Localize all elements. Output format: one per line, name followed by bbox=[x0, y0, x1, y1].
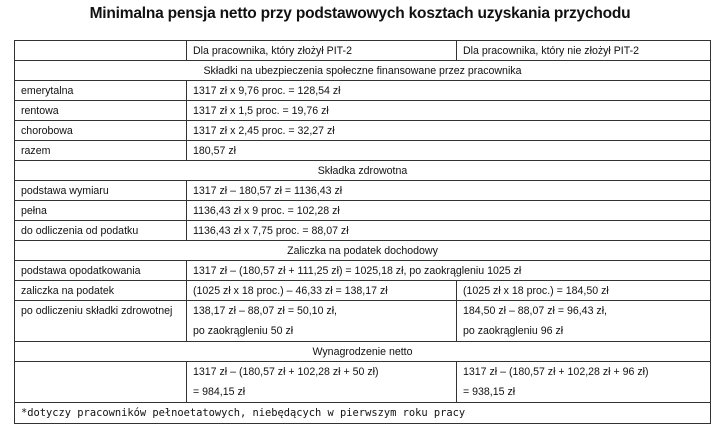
row-value: 1317 zł x 9,76 proc. = 128,54 zł bbox=[187, 81, 711, 101]
value-line: 1317 zł – (180,57 zł + 102,28 zł + 96 zł) bbox=[463, 366, 649, 378]
row-label: do odliczenia od podatku bbox=[15, 221, 187, 241]
section-tax: Zaliczka na podatek dochodowy bbox=[15, 241, 711, 261]
section-row bbox=[15, 241, 711, 261]
value-line: = 938,15 zł bbox=[463, 386, 516, 398]
section-row bbox=[15, 342, 711, 362]
header-no-pit2: Dla pracownika, który nie złożył PIT-2 bbox=[457, 41, 711, 61]
section-health: Składka zdrowotna bbox=[15, 161, 711, 181]
value-pit2 bbox=[187, 301, 457, 342]
row-value: 1317 zł – (180,57 zł + 111,25 zł) = 1025,18 zł, po zaokrągleniu 1025 zł bbox=[187, 261, 711, 281]
table-row bbox=[15, 281, 711, 301]
value-line: = 984,15 zł bbox=[193, 386, 246, 398]
section-row bbox=[15, 161, 711, 181]
page-title: Minimalna pensja netto przy podstawowych kosztach uzyskania przychodu bbox=[89, 5, 631, 22]
value-line: po zaokrągleniu 96 zł bbox=[463, 325, 564, 337]
table-row bbox=[15, 362, 711, 403]
table-row bbox=[15, 261, 711, 281]
value-line: 1317 zł – (180,57 zł + 102,28 zł + 50 zł) bbox=[193, 366, 379, 378]
header-row bbox=[15, 41, 711, 61]
row-label: podstawa wymiaru bbox=[15, 181, 187, 201]
value-pit2: (1025 zł x 18 proc.) – 46,33 zł = 138,17 zł bbox=[187, 281, 457, 301]
row-value: 1317 zł x 1,5 proc. = 19,76 zł bbox=[187, 101, 711, 121]
row-label: razem bbox=[15, 141, 187, 161]
footnote: *dotyczy pracowników pełnoetatowych, niebędących w pierwszym roku pracy bbox=[15, 403, 711, 424]
row-value: 1317 zł – 180,57 zł = 1136,43 zł bbox=[187, 181, 711, 201]
value-pit2 bbox=[187, 362, 457, 403]
row-value: 180,57 zł bbox=[187, 141, 711, 161]
row-label: zaliczka na podatek bbox=[15, 281, 187, 301]
row-value: 1136,43 zł x 9 proc. = 102,28 zł bbox=[187, 201, 711, 221]
table-row bbox=[15, 301, 711, 342]
row-label: podstawa opodatkowania bbox=[15, 261, 187, 281]
table-row bbox=[15, 181, 711, 201]
value-line: po zaokrągleniu 50 zł bbox=[193, 325, 294, 337]
table-row bbox=[15, 101, 711, 121]
row-label bbox=[15, 362, 187, 403]
row-label: emerytalna bbox=[15, 81, 187, 101]
row-value: 1317 zł x 2,45 proc. = 32,27 zł bbox=[187, 121, 711, 141]
value-no-pit2 bbox=[457, 301, 711, 342]
row-label: pełna bbox=[15, 201, 187, 221]
value-line: 138,17 zł – 88,07 zł = 50,10 zł, bbox=[193, 305, 337, 317]
table-row bbox=[15, 221, 711, 241]
section-net: Wynagrodzenie netto bbox=[15, 342, 711, 362]
value-no-pit2 bbox=[457, 362, 711, 403]
table-row bbox=[15, 121, 711, 141]
section-social: Składki na ubezpieczenia społeczne finansowane przez pracownika bbox=[15, 61, 711, 81]
footnote-row bbox=[15, 403, 711, 424]
value-line: 184,50 zł – 88,07 zł = 96,43 zł, bbox=[463, 305, 607, 317]
section-row bbox=[15, 61, 711, 81]
row-label: po odliczeniu składki zdrowotnej bbox=[15, 301, 187, 342]
row-label: rentowa bbox=[15, 101, 187, 121]
header-pit2: Dla pracownika, który złożył PIT-2 bbox=[187, 41, 457, 61]
table-row bbox=[15, 141, 711, 161]
value-no-pit2: (1025 zł x 18 proc.) = 184,50 zł bbox=[457, 281, 711, 301]
row-value: 1136,43 zł x 7,75 proc. = 88,07 zł bbox=[187, 221, 711, 241]
header-empty-cell bbox=[15, 41, 187, 61]
salary-table bbox=[14, 40, 711, 424]
table-row bbox=[15, 201, 711, 221]
row-label: chorobowa bbox=[15, 121, 187, 141]
table-row bbox=[15, 81, 711, 101]
